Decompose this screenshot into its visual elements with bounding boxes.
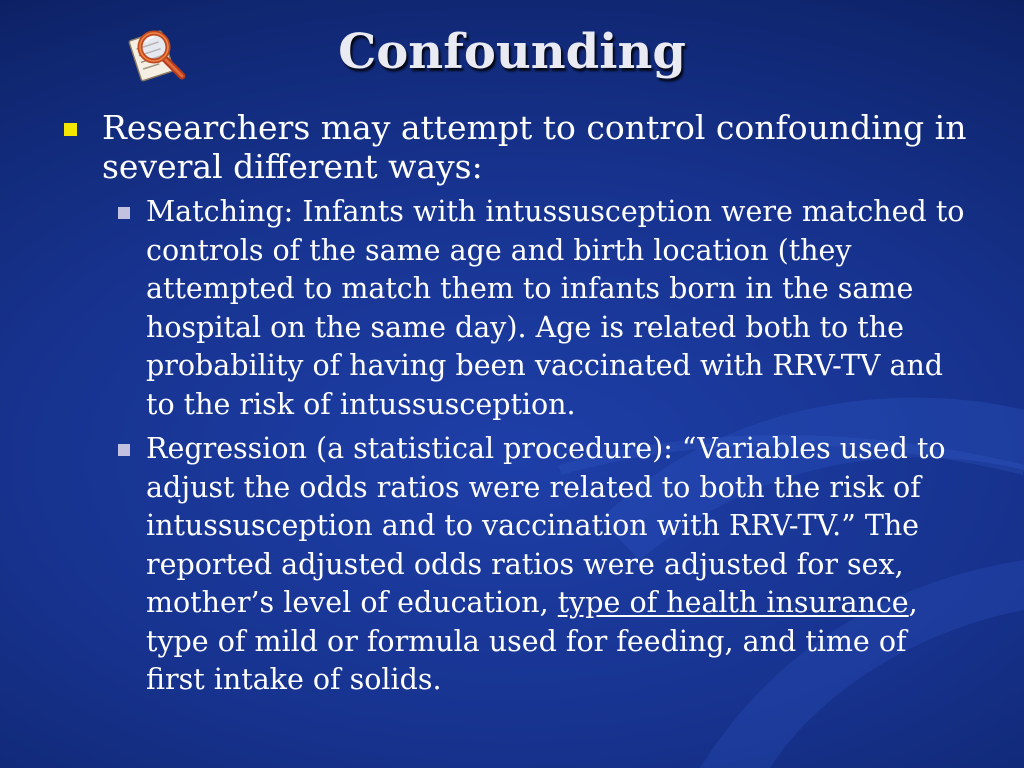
page-title: Confounding — [338, 24, 686, 80]
slide-body — [62, 108, 967, 700]
square-bullet-icon — [118, 444, 130, 456]
underlined-text: type of health insurance — [557, 586, 909, 619]
square-bullet-icon — [118, 207, 130, 219]
sub-bullet-text-part: Regression (a statistical procedure): “Variables used to adjust the odds ratios were related to both the risk of intussusception and to vaccination with RRV-TV.” The reported adjusted odds ratios were adjusted for sex, mother’s level of education, — [146, 432, 946, 619]
sub-bullet-item-matching — [146, 193, 967, 424]
sub-bullet-text: Matching: Infants with intussusception were matched to controls of the same age and birth location (they attempted to match them to infants born in the same hospital on the same day). Age is related both to the probability of having been vaccinated with RRV-TV and to the risk of intussusception. — [146, 195, 965, 421]
sub-bullet-text-part: , type of mild or formula used for feeding, and time of first intake of solids. — [146, 586, 918, 696]
square-bullet-icon — [64, 123, 77, 136]
bullet-item — [62, 108, 967, 186]
sub-bullet-item-regression — [146, 430, 967, 700]
bullet-text: Researchers may attempt to control confounding in several different ways: — [102, 108, 967, 186]
